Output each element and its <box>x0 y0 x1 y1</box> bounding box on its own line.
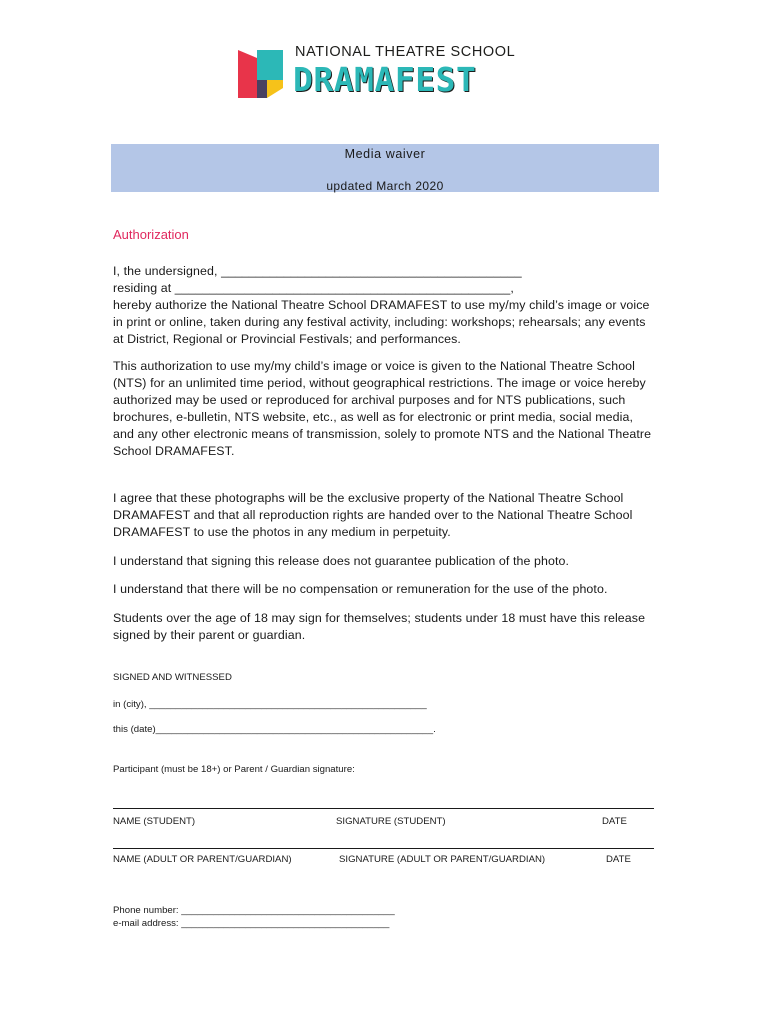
updated-date: updated March 2020 <box>326 179 444 193</box>
text-line: This authorization to use my/my child’s image or voice is given to the National Theatre School <box>113 359 636 373</box>
phone-field[interactable]: Phone number: ________________________________________ <box>113 905 395 916</box>
text-line: hereby authorize the National Theatre School DRAMAFEST to use my/my child’s image or voice <box>113 298 650 312</box>
text-line: I understand that there will be no compensation or remuneration for the use of the photo. <box>113 582 608 596</box>
name-guardian-label: NAME (ADULT OR PARENT/GUARDIAN) <box>113 854 292 865</box>
logo-wordmark: DRAMAFEST <box>293 60 477 99</box>
text-line: in print or online, taken during any festival activity, including: workshops; rehearsals; any events <box>113 315 646 329</box>
text-line: authorized may be used or reproduced for archival purposes and for NTS publications, such <box>113 393 626 407</box>
publication-paragraph <box>113 553 661 570</box>
compensation-paragraph <box>113 581 661 598</box>
date-student-label: DATE <box>602 816 627 827</box>
text-line: I understand that signing this release does not guarantee publication of the photo. <box>113 554 570 568</box>
undersigned-line: I, the undersigned, ___________________________________________ <box>113 264 522 278</box>
signed-witnessed-label: SIGNED AND WITNESSED <box>113 672 232 683</box>
page-title: Media waiver <box>344 147 426 161</box>
text-line: brochures, e-bulletin, NTS website, etc., as well as for electronic or print media, social media, <box>113 410 633 424</box>
text-line: Students over the age of 18 may sign for themselves; students under 18 must have this release <box>113 611 646 625</box>
authorization-paragraph <box>113 263 661 348</box>
text-line: I agree that these photographs will be the exclusive property of the National Theatre School <box>113 491 624 505</box>
age-paragraph <box>113 610 661 644</box>
text-line: DRAMAFEST to use the photos in any medium in perpetuity. <box>113 525 451 539</box>
residing-line: residing at ________________________________________________, <box>113 281 514 295</box>
logo-mark-icon <box>238 50 283 98</box>
section-heading: Authorization <box>113 227 189 242</box>
signature-guardian-label: SIGNATURE (ADULT OR PARENT/GUARDIAN) <box>339 854 546 865</box>
date-field[interactable]: this (date)____________________________________________________. <box>113 724 436 735</box>
participant-signature-label: Participant (must be 18+) or Parent / Guardian signature: <box>113 764 355 775</box>
property-paragraph <box>113 490 661 541</box>
signature-line-student[interactable] <box>113 808 654 809</box>
text-line: School DRAMAFEST. <box>113 444 235 458</box>
text-line: at District, Regional or Provincial Festivals; and performances. <box>113 332 461 346</box>
date-guardian-label: DATE <box>606 854 631 865</box>
text-line: signed by their parent or guardian. <box>113 628 306 642</box>
text-line: and any other electronic means of transmission, solely to promote NTS and the National Theatre <box>113 427 652 441</box>
signature-student-label: SIGNATURE (STUDENT) <box>336 816 446 827</box>
city-field[interactable]: in (city), ____________________________________________________ <box>113 699 427 710</box>
email-field[interactable]: e-mail address: _______________________________________ <box>113 918 390 929</box>
text-line: DRAMAFEST and that all reproduction rights are handed over to the National Theatre School <box>113 508 633 522</box>
signature-line-guardian[interactable] <box>113 848 654 849</box>
text-line: (NTS) for an unlimited time period, without geographical restrictions. The image or voice hereby <box>113 376 646 390</box>
name-student-label: NAME (STUDENT) <box>113 816 196 827</box>
usage-paragraph <box>113 358 661 460</box>
logo-school-name: NATIONAL THEATRE SCHOOL <box>295 44 516 60</box>
